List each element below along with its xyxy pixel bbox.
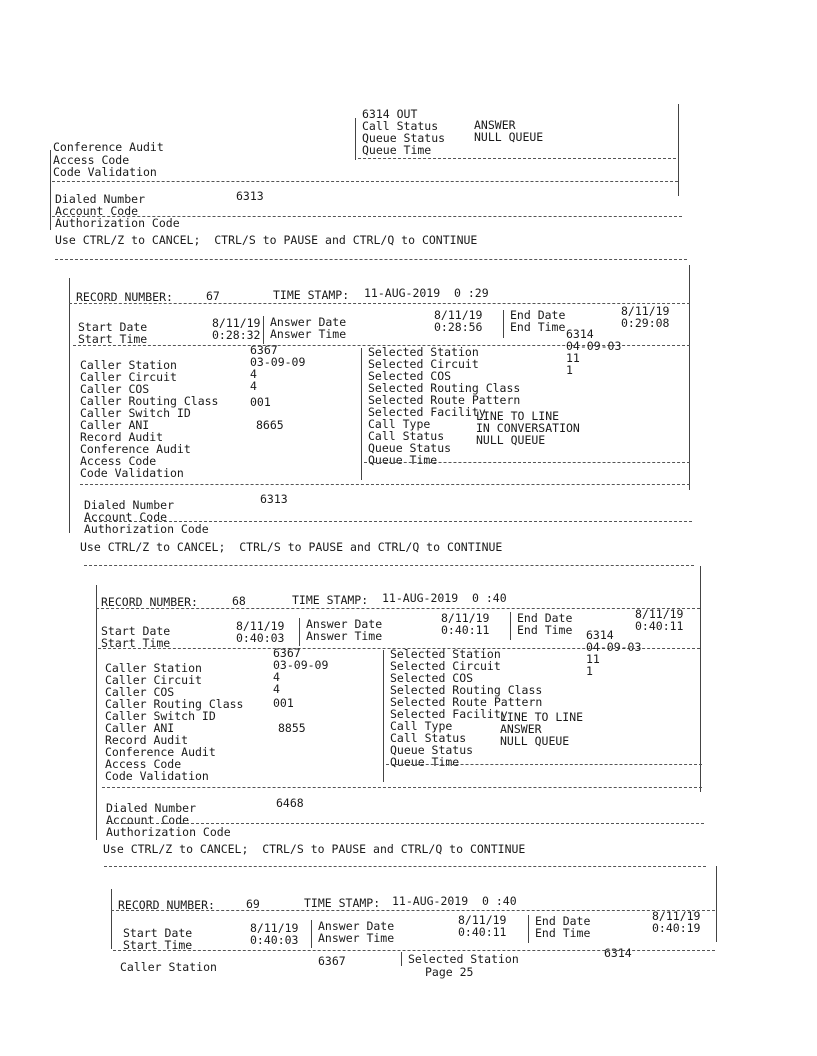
- queue-status-label: Queue Status: [362, 131, 446, 145]
- dialed-number-value: 6468: [276, 796, 304, 810]
- record-number-value: 68: [232, 594, 246, 608]
- record-audit-label: Record Audit: [105, 733, 189, 747]
- record-number-label: RECORD NUMBER:: [118, 898, 215, 912]
- selected-circuit-value: 04-09-03: [586, 640, 642, 654]
- answer-time-value: 0:28:56: [434, 320, 483, 334]
- queue-status-label: Queue Status: [390, 743, 474, 757]
- selected-circuit-label: Selected Circuit: [368, 357, 479, 371]
- start-time-label: Start Time: [123, 938, 193, 952]
- dialed-number-value: 6313: [236, 189, 264, 203]
- record-audit-label: Record Audit: [80, 430, 164, 444]
- end-date-value: 8/11/19: [652, 909, 701, 923]
- dialed-number-label: Dialed Number: [84, 498, 175, 512]
- queue-time-label: Queue Time: [390, 755, 460, 769]
- selected-routing-class-value: 1: [586, 664, 593, 678]
- time-stamp-value: 11-AUG-2019 0 :40: [382, 591, 507, 605]
- divider-line: [52, 216, 682, 217]
- answer-date-value: 8/11/19: [458, 913, 507, 927]
- column-divider: [401, 952, 402, 966]
- conference-audit-label: Conference Audit: [80, 442, 191, 456]
- queue-status-value: NULL QUEUE: [476, 433, 546, 447]
- queue-status-value: NULL QUEUE: [474, 130, 544, 144]
- right-border: [678, 104, 679, 196]
- start-time-value: 0:28:32: [212, 328, 261, 342]
- queue-time-label: Queue Time: [368, 453, 438, 467]
- caller-station-value: 6367: [250, 343, 278, 357]
- column-divider: [361, 348, 362, 480]
- start-date-value: 8/11/19: [236, 619, 285, 633]
- access-code-label: Access Code: [105, 757, 182, 771]
- conference-audit-label: Conference Audit: [53, 140, 164, 154]
- column-divider: [510, 612, 511, 640]
- end-date-label: End Date: [535, 914, 591, 928]
- station-out-value: 6314 OUT: [362, 107, 418, 121]
- selected-route-pattern-label: Selected Route Pattern: [390, 695, 543, 709]
- answer-time-value: 0:40:11: [458, 925, 507, 939]
- start-date-value: 8/11/19: [250, 921, 299, 935]
- record-number-value: 67: [206, 289, 220, 303]
- divider-line: [106, 823, 704, 824]
- selected-station-label: Selected Station: [408, 952, 519, 966]
- selected-station-value: 6314: [586, 628, 614, 642]
- dialed-number-value: 6313: [260, 492, 288, 506]
- selected-circuit-value: 04-09-03: [566, 339, 622, 353]
- column-divider: [299, 618, 300, 646]
- call-type-value: LINE TO LINE: [476, 409, 560, 423]
- selected-routing-class-value: 1: [566, 363, 573, 377]
- call-status-value: ANSWER: [500, 722, 542, 736]
- answer-time-label: Answer Time: [270, 327, 347, 341]
- column-divider: [311, 920, 312, 948]
- end-date-label: End Date: [517, 611, 573, 625]
- caller-switch-id-value: 001: [250, 395, 271, 409]
- start-time-value: 0:40:03: [250, 933, 299, 947]
- divider-line: [358, 158, 676, 159]
- caller-circuit-value: 03-09-09: [250, 355, 306, 369]
- left-border: [69, 278, 70, 533]
- selected-cos-value: 11: [566, 351, 580, 365]
- left-border: [111, 889, 112, 949]
- column-divider: [503, 310, 504, 338]
- control-prompt: Use CTRL/Z to CANCEL; CTRL/S to PAUSE and CTRL/Q to CONTINUE: [103, 842, 526, 856]
- caller-circuit-label: Caller Circuit: [80, 370, 177, 384]
- end-time-value: 0:29:08: [621, 316, 670, 330]
- divider-line: [96, 608, 700, 609]
- selected-station-label: Selected Station: [368, 345, 479, 359]
- column-divider: [528, 915, 529, 943]
- divider-line: [364, 462, 690, 463]
- start-date-value: 8/11/19: [212, 316, 261, 330]
- selected-routing-class-label: Selected Routing Class: [368, 381, 521, 395]
- start-date-label: Start Date: [101, 624, 171, 638]
- column-divider: [355, 118, 356, 160]
- record-number-value: 69: [246, 897, 260, 911]
- end-date-label: End Date: [510, 308, 566, 322]
- caller-routing-class-label: Caller Routing Class: [80, 394, 219, 408]
- page-number: Page 25: [425, 965, 474, 979]
- selected-facility-label: Selected Facility: [368, 405, 486, 419]
- caller-cos-label: Caller COS: [80, 382, 150, 396]
- end-time-label: End Time: [535, 926, 591, 940]
- start-date-label: Start Date: [123, 926, 193, 940]
- left-border: [50, 150, 51, 230]
- divider-line: [84, 565, 694, 566]
- call-status-value: IN CONVERSATION: [476, 421, 580, 435]
- caller-ani-label: Caller ANI: [105, 721, 175, 735]
- end-time-value: 0:40:11: [635, 619, 684, 633]
- code-validation-label: Code Validation: [53, 165, 157, 179]
- caller-switch-id-label: Caller Switch ID: [105, 709, 216, 723]
- queue-status-value: NULL QUEUE: [500, 734, 570, 748]
- queue-time-label: Queue Time: [362, 143, 432, 157]
- caller-station-value: 6367: [318, 954, 346, 968]
- divider-line: [102, 787, 702, 788]
- selected-station-value: 6314: [566, 327, 594, 341]
- answer-time-value: 0:40:11: [441, 623, 490, 637]
- selected-cos-value: 11: [586, 652, 600, 666]
- time-stamp-value: 11-AUG-2019 0 :29: [364, 286, 489, 300]
- end-time-value: 0:40:19: [652, 921, 701, 935]
- end-time-label: End Time: [517, 623, 573, 637]
- selected-facility-label: Selected Facility: [390, 707, 508, 721]
- caller-ani-value: 8665: [256, 418, 284, 432]
- time-stamp-label: TIME STAMP:: [273, 288, 350, 302]
- account-code-label: Account Code: [106, 813, 190, 827]
- dialed-number-label: Dialed Number: [106, 801, 197, 815]
- caller-cos-value: 4: [273, 670, 280, 684]
- call-status-label: Call Status: [390, 731, 467, 745]
- caller-routing-class-value: 4: [250, 379, 257, 393]
- divider-line: [386, 764, 702, 765]
- start-time-label: Start Time: [101, 636, 171, 650]
- call-type-value: LINE TO LINE: [500, 710, 584, 724]
- authorization-code-label: Authorization Code: [84, 522, 209, 536]
- caller-station-label: Caller Station: [120, 960, 217, 974]
- divider-line: [80, 484, 690, 485]
- account-code-label: Account Code: [84, 510, 168, 524]
- code-validation-label: Code Validation: [105, 769, 209, 783]
- selected-cos-label: Selected COS: [368, 369, 452, 383]
- end-date-value: 8/11/19: [621, 304, 670, 318]
- authorization-code-label: Authorization Code: [106, 825, 231, 839]
- answer-time-label: Answer Time: [318, 931, 395, 945]
- selected-routing-class-label: Selected Routing Class: [390, 683, 543, 697]
- control-prompt: Use CTRL/Z to CANCEL; CTRL/S to PAUSE and CTRL/Q to CONTINUE: [80, 540, 503, 554]
- selected-station-value: 6314: [604, 946, 632, 960]
- right-border: [689, 265, 690, 490]
- call-status-value: ANSWER: [474, 118, 516, 132]
- caller-switch-id-label: Caller Switch ID: [80, 406, 191, 420]
- caller-station-value: 6367: [273, 646, 301, 660]
- access-code-label: Access Code: [53, 153, 130, 167]
- right-border: [716, 866, 717, 942]
- answer-date-label: Answer Date: [270, 315, 347, 329]
- time-stamp-label: TIME STAMP:: [292, 593, 369, 607]
- start-date-label: Start Date: [78, 320, 148, 334]
- caller-cos-label: Caller COS: [105, 685, 175, 699]
- selected-station-label: Selected Station: [390, 647, 501, 661]
- time-stamp-label: TIME STAMP:: [304, 896, 381, 910]
- dialed-number-label: Dialed Number: [55, 192, 146, 206]
- caller-ani-value: 8855: [278, 721, 306, 735]
- access-code-label: Access Code: [80, 454, 157, 468]
- column-divider: [263, 316, 264, 344]
- start-time-label: Start Time: [78, 332, 148, 346]
- answer-date-label: Answer Date: [306, 617, 383, 631]
- caller-routing-class-value: 4: [273, 682, 280, 696]
- call-status-label: Call Status: [368, 429, 445, 443]
- divider-line: [104, 866, 706, 867]
- caller-cos-value: 4: [250, 367, 257, 381]
- control-prompt: Use CTRL/Z to CANCEL; CTRL/S to PAUSE and CTRL/Q to CONTINUE: [55, 233, 478, 247]
- call-type-label: Call Type: [390, 719, 453, 733]
- answer-date-value: 8/11/19: [434, 308, 483, 322]
- caller-routing-class-label: Caller Routing Class: [105, 697, 244, 711]
- right-border: [700, 566, 701, 792]
- record-number-label: RECORD NUMBER:: [101, 595, 198, 609]
- caller-switch-id-value: 001: [273, 696, 294, 710]
- conference-audit-label: Conference Audit: [105, 745, 216, 759]
- answer-date-value: 8/11/19: [441, 611, 490, 625]
- selected-cos-label: Selected COS: [390, 671, 474, 685]
- record-number-label: RECORD NUMBER:: [76, 290, 173, 304]
- authorization-code-label: Authorization Code: [55, 216, 180, 230]
- account-code-label: Account Code: [55, 204, 139, 218]
- caller-station-label: Caller Station: [80, 358, 177, 372]
- caller-circuit-label: Caller Circuit: [105, 673, 202, 687]
- time-stamp-value: 11-AUG-2019 0 :40: [392, 894, 517, 908]
- queue-status-label: Queue Status: [368, 441, 452, 455]
- divider-line: [111, 910, 715, 911]
- caller-circuit-value: 03-09-09: [273, 658, 329, 672]
- call-status-label: Call Status: [362, 119, 439, 133]
- end-time-label: End Time: [510, 320, 566, 334]
- caller-ani-label: Caller ANI: [80, 418, 150, 432]
- code-validation-label: Code Validation: [80, 466, 184, 480]
- selected-circuit-label: Selected Circuit: [390, 659, 501, 673]
- start-time-value: 0:40:03: [236, 631, 285, 645]
- call-type-label: Call Type: [368, 417, 431, 431]
- divider-line: [55, 259, 687, 260]
- divider-line: [52, 181, 678, 182]
- divider-line: [84, 521, 692, 522]
- left-border: [96, 585, 97, 840]
- answer-date-label: Answer Date: [318, 919, 395, 933]
- selected-route-pattern-label: Selected Route Pattern: [368, 393, 521, 407]
- column-divider: [383, 650, 384, 782]
- answer-time-label: Answer Time: [306, 629, 383, 643]
- divider-line: [69, 303, 690, 304]
- caller-station-label: Caller Station: [105, 661, 202, 675]
- end-date-value: 8/11/19: [635, 607, 684, 621]
